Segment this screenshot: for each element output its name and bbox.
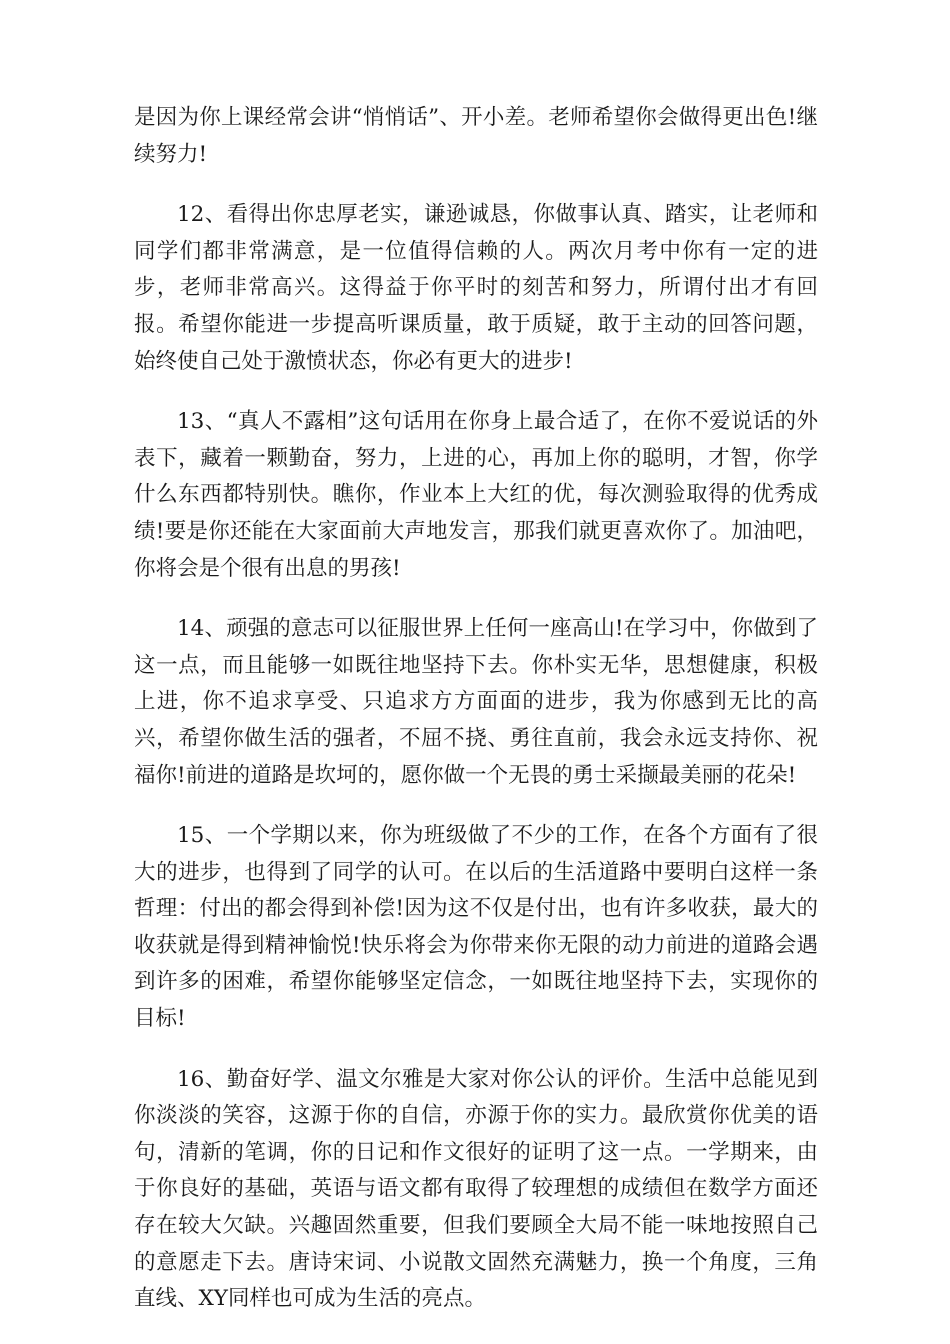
paragraph-comment-15: 15、一个学期以来，你为班级做了不少的工作，在各个方面有了很大的进步，也得到了同学的认可。在以后的生活道路中要明白这样一条哲理：付出的都会得到补偿!因为这不仅是付出，也有许多收获，最大的收获就是得到精神愉悦!快乐将会为你带来你无限的动力前进的道路会遇到许多的困难，希望你能够坚定信念，一如既往地坚持下去，实现你的目标! [134, 823, 818, 1032]
paragraph-comment-14: 14、顽强的意志可以征服世界上任何一座高山!在学习中，你做到了这一点，而且能够一如既往地坚持下去。你朴实无华，思想健康，积极上进，你不追求享受、只追求方方面面的进步，我为你感到无比的高兴，希望你做生活的强者，不屈不挠、勇往直前，我会永远支持你、祝福你!前进的道路是坎坷的，愿你做一个无畏的勇士采撷最美丽的花朵! [134, 616, 818, 788]
paragraph-continuation: 是因为你上课经常会讲“悄悄话”、开小差。老师希望你会做得更出色!继续努力! [134, 105, 818, 167]
paragraph-comment-16: 16、勤奋好学、温文尔雅是大家对你公认的评价。生活中总能见到你淡淡的笑容，这源于你的自信，亦源于你的实力。最欣赏你优美的语句，清新的笔调，你的日记和作文很好的证明了这一点。一学期来，由于你良好的基础，英语与语文都有取得了较理想的成绩但在数学方面还存在较大欠缺。兴趣固然重要，但我们要顾全大局不能一味地按照自己的意愿走下去。唐诗宋词、小说散文固然充满魅力，换一个角度，三角直线、XY同样也可成为生活的亮点。 [134, 1066, 818, 1312]
paragraph-comment-13: 13、“真人不露相”这句话用在你身上最合适了，在你不爱说话的外表下，藏着一颗勤奋，努力，上进的心，再加上你的聪明，才智，你学什么东西都特别快。瞧你，作业本上大红的优，每次测验取得的优秀成绩!要是你还能在大家面前大声地发言，那我们就更喜欢你了。加油吧，你将会是个很有出息的男孩! [134, 409, 818, 581]
paragraph-comment-12: 12、看得出你忠厚老实，谦逊诚恳，你做事认真、踏实，让老师和同学们都非常满意，是一位值得信赖的人。两次月考中你有一定的进步，老师非常高兴。这得益于你平时的刻苦和努力，所谓付出才有回报。希望你能进一步提高听课质量，敢于质疑，敢于主动的回答问题，始终使自己处于激愤状态，你必有更大的进步! [134, 202, 818, 374]
document-page [134, 100, 818, 1342]
